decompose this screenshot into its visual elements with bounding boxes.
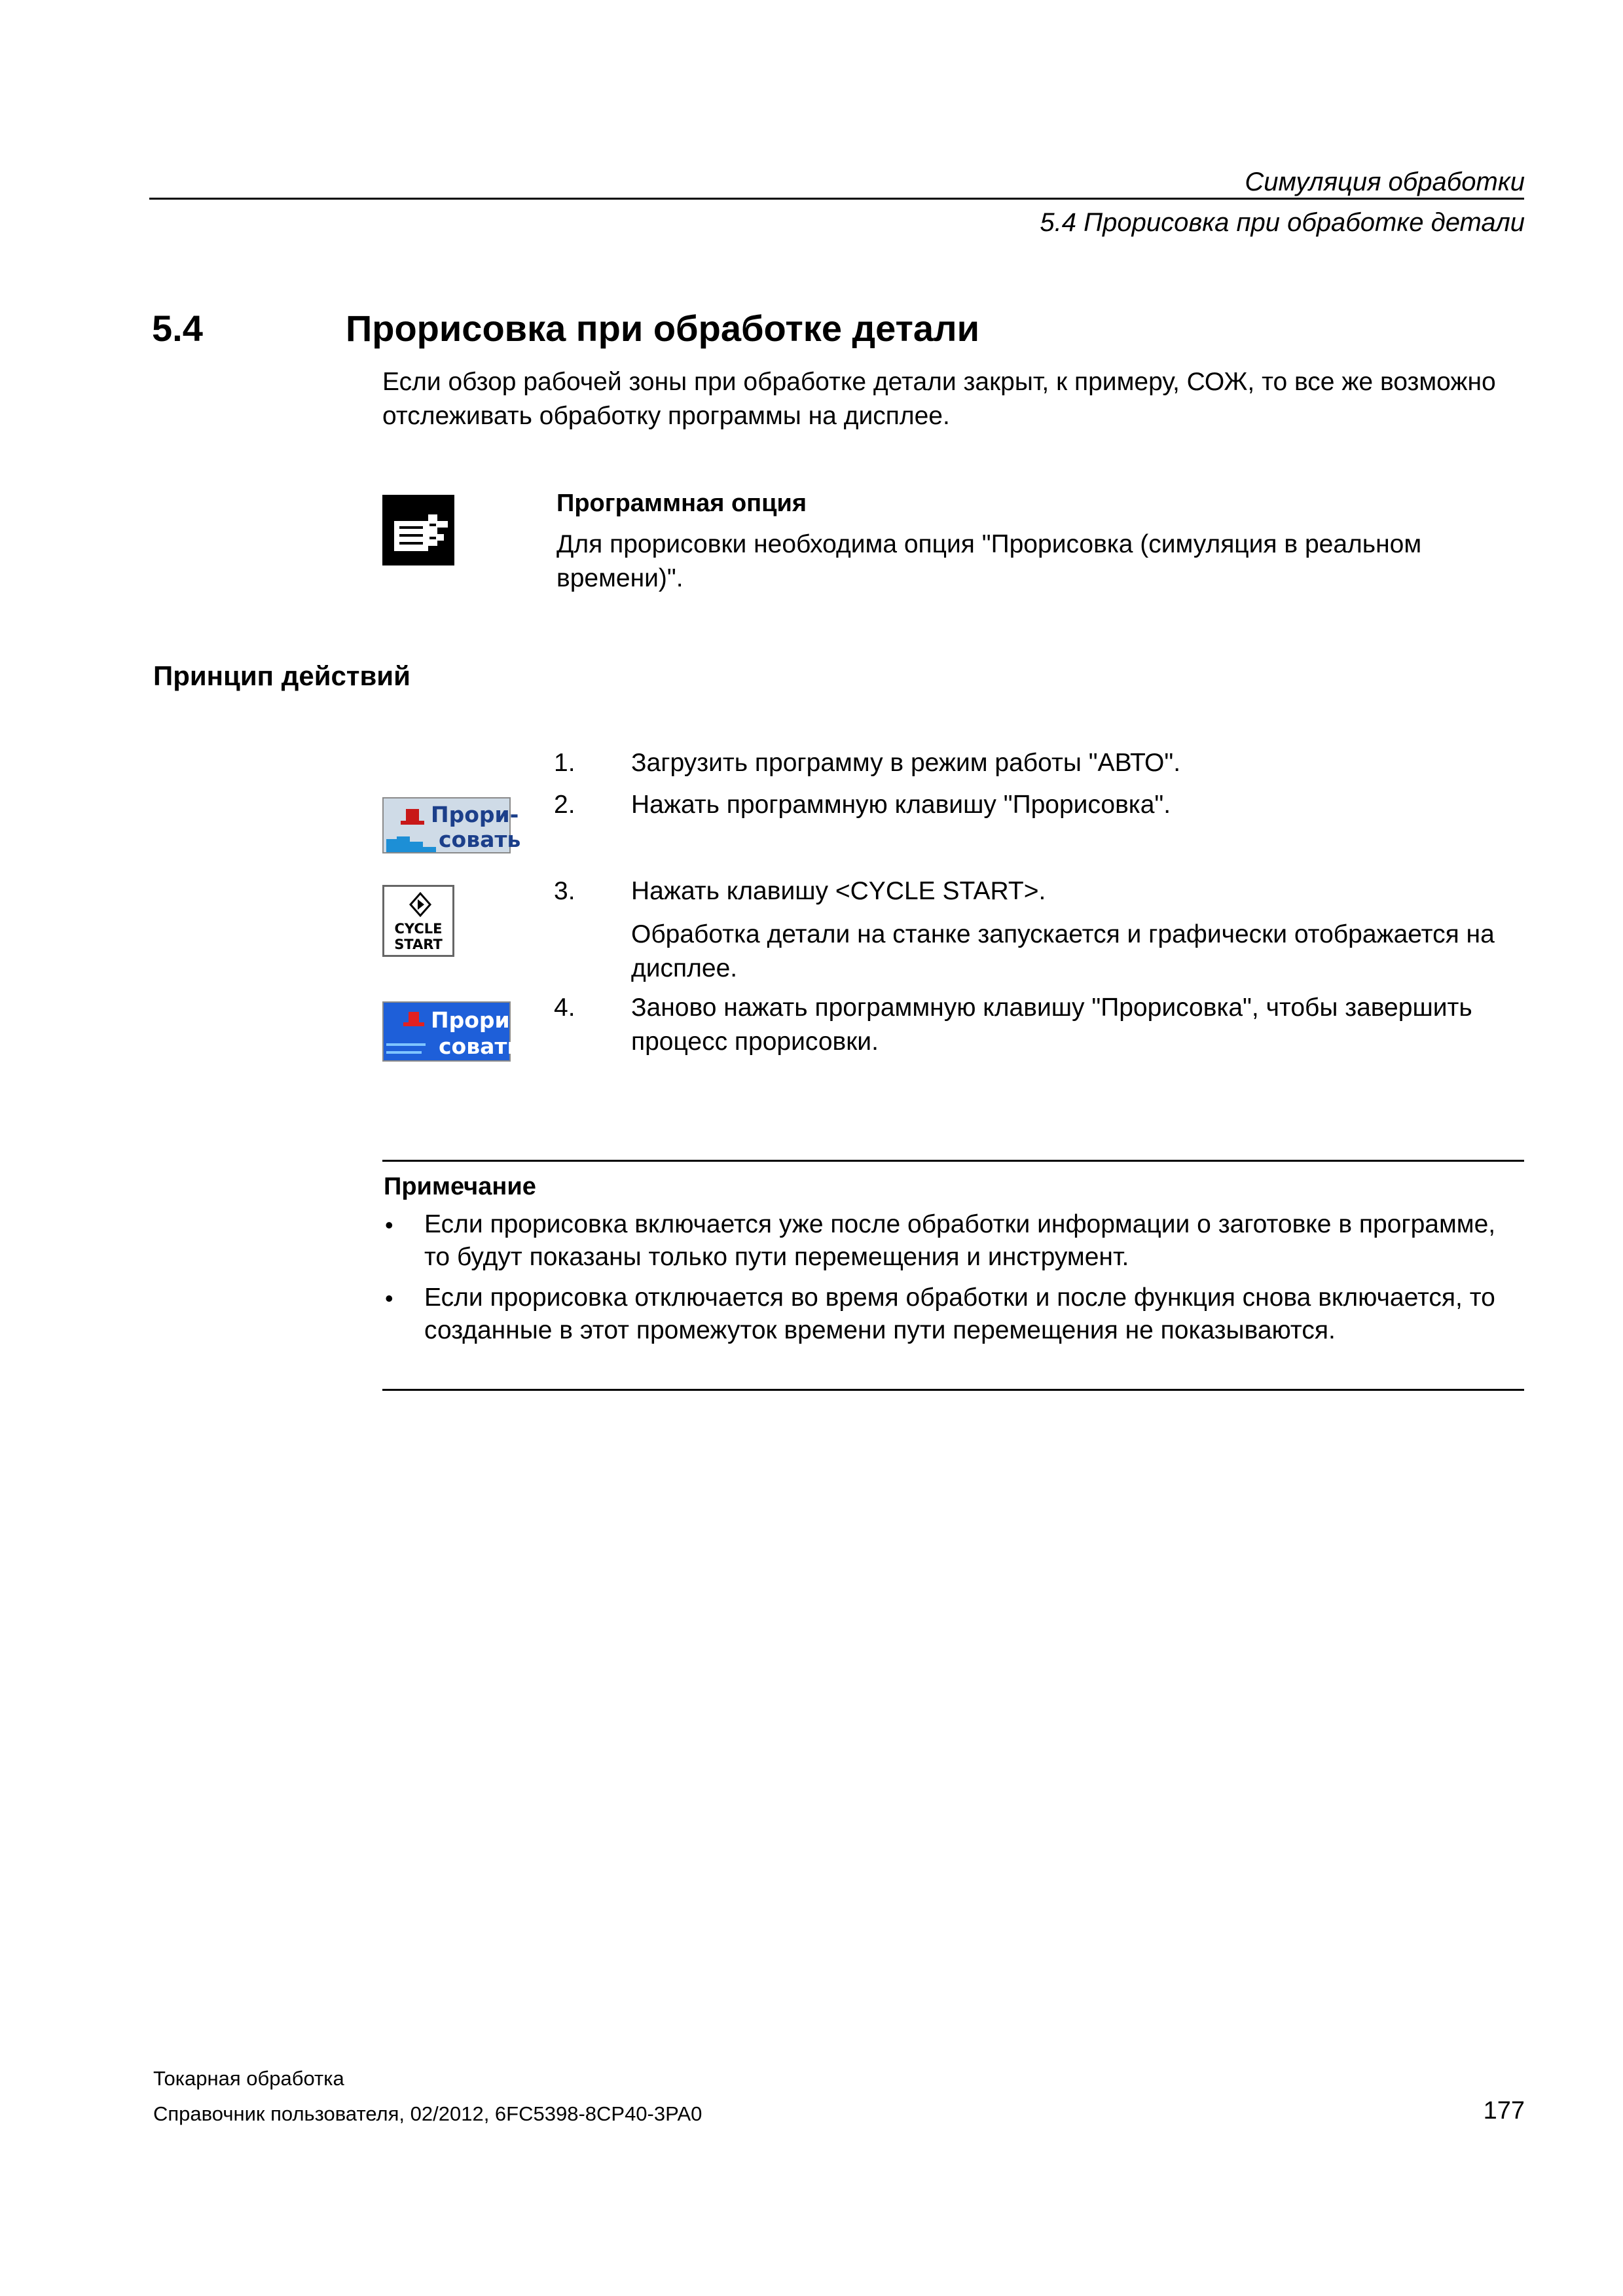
section-title: Прорисовка при обработке детали: [346, 308, 980, 349]
cycle-start-label-1: CYCLE: [394, 921, 443, 937]
draw-softkey-active-label-1: Прори-: [431, 1007, 519, 1033]
software-option-text: Для прорисовки необходима опция "Прорисовка (симуляция в реальном времени)".: [556, 530, 1422, 592]
footer-reference: Справочник пользователя, 02/2012, 6FC5398-8CP40-3PA0: [153, 2102, 702, 2125]
note-bullet-2-marker: •: [385, 1285, 393, 1312]
step-1-text: Загрузить программу в режим работы "АВТО".: [631, 749, 1181, 777]
page-number: 177: [1483, 2097, 1525, 2125]
software-option-hand-icon: [382, 495, 454, 565]
draw-softkey-active[interactable]: [382, 1001, 521, 1062]
note-bullet-1: Если прорисовка включается уже после обработки информации о заготовке в программе, то будут показаны только пути перемещения и инструмент.: [424, 1210, 1496, 1271]
note-title: Примечание: [384, 1173, 536, 1200]
note-bullet-2: Если прорисовка отключается во время обработки и после функция снова включается, то созданные в этот промежуток времени пути перемещения не показываются.: [424, 1283, 1495, 1344]
section-intro: Если обзор рабочей зоны при обработке детали закрыт, к примеру, СОЖ, то все же возможно отслеживать обработку программы на дисплее.: [382, 368, 1496, 430]
header-rule: [149, 198, 1524, 200]
step-3-text: Нажать клавишу <CYCLE START>.: [631, 877, 1046, 905]
draw-softkey-inactive-label-2: совать: [439, 827, 521, 852]
note-bottom-rule: [382, 1389, 1524, 1391]
draw-softkey-inactive[interactable]: [382, 797, 521, 853]
step-3-number: 3.: [554, 877, 575, 905]
step-4-number: 4.: [554, 994, 575, 1022]
cycle-start-key[interactable]: [382, 885, 454, 957]
draw-softkey-inactive-label-1: Прори-: [431, 802, 519, 827]
step-2-text: Нажать программную клавишу "Прорисовка".: [631, 791, 1171, 819]
software-option-title: Программная опция: [556, 490, 807, 517]
footer-title: Токарная обработка: [153, 2067, 344, 2090]
note-bullet-1-marker: •: [385, 1211, 393, 1238]
step-3-result: Обработка детали на станке запускается и графически отображается на дисплее.: [631, 920, 1495, 982]
running-header-section: 5.4 Прорисовка при обработке детали: [1040, 208, 1525, 237]
running-header-chapter: Симуляция обработки: [1245, 168, 1525, 196]
step-2-number: 2.: [554, 791, 575, 819]
cycle-start-label-2: START: [394, 937, 443, 952]
draw-softkey-active-label-2: совать: [439, 1033, 521, 1059]
step-4-text: Заново нажать программную клавишу "Прорисовка", чтобы завершить процесс прорисовки.: [631, 994, 1472, 1056]
step-1-number: 1.: [554, 749, 575, 777]
principle-title: Принцип действий: [153, 660, 410, 691]
note-top-rule: [382, 1160, 1524, 1162]
section-number: 5.4: [152, 308, 203, 349]
cycle-start-diamond-icon: [409, 892, 431, 917]
